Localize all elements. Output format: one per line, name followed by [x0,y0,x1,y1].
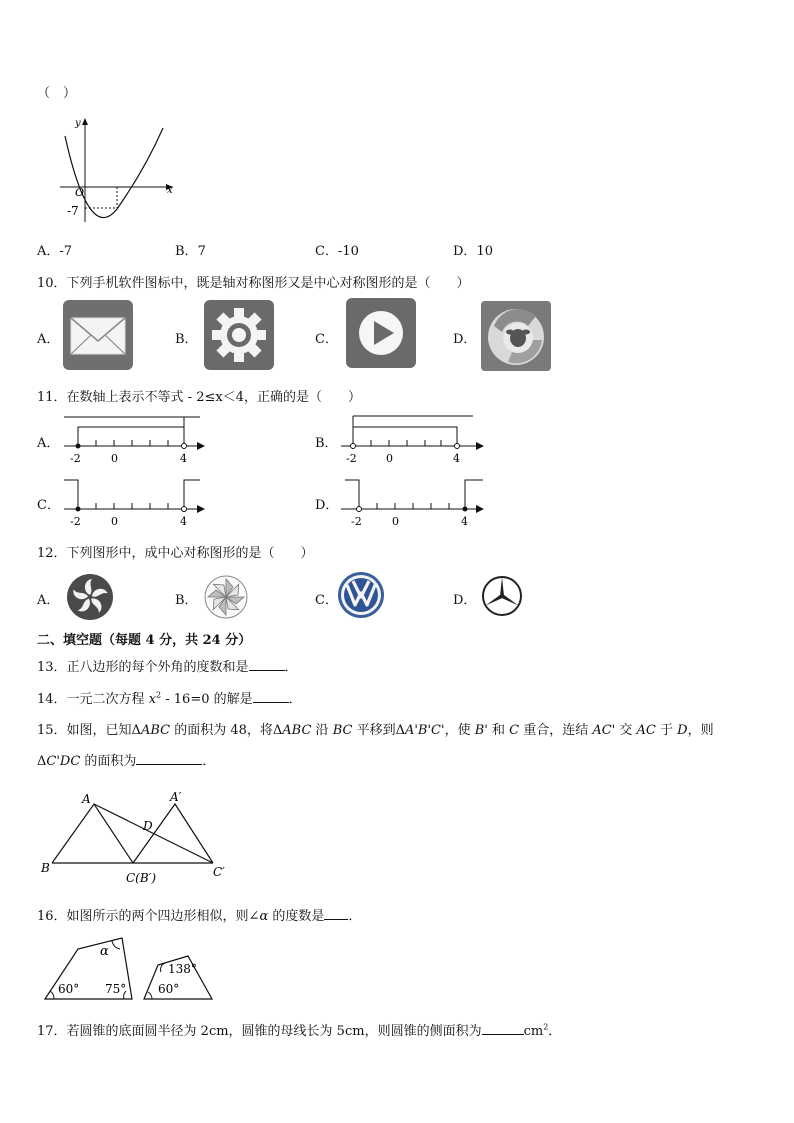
q16-question: 16．如图所示的两个四边形相似，则∠α 的度数是 ． [37,909,362,924]
q11-option-d-label[interactable]: D． [315,498,339,513]
q13-answer-blank[interactable] [249,658,285,671]
q9-graph-min-label: -7 [67,204,79,218]
q11-question: 11．在数轴上表示不等式 - 2≤x＜4，正确的是（ ） [37,390,361,405]
play-icon[interactable] [345,297,417,369]
q16-label-60-right: 60° [158,982,180,996]
tick-label-neg2: -2 [70,452,81,465]
cow-app-icon[interactable] [480,300,552,372]
q12-option-d-label[interactable]: D． [453,593,477,608]
q11-option-a-label[interactable]: A． [37,436,60,451]
tick-label-4: 4 [180,515,187,528]
tick-label-0: 0 [392,515,399,528]
q10-option-a-label[interactable]: A． [37,332,60,347]
q10-option-b-label[interactable]: B． [175,332,198,347]
tick-label-0: 0 [111,515,118,528]
q11-option-b-label[interactable]: B． [315,436,338,451]
q16-label-138: 138° [168,962,197,976]
q17-answer-blank[interactable] [482,1022,524,1035]
q12-option-c-label[interactable]: C． [315,593,338,608]
pinwheel-icon[interactable] [203,574,249,620]
q12-option-a-label[interactable]: A． [37,593,60,608]
q15-question-line1: 15．如图，已知ΔABC 的面积为 48，将ΔABC 沿 BC 平移到ΔA'B'C'，使 B' 和 C 重合，连结 AC' 交 AC 于 D，则 [37,723,714,738]
mail-icon[interactable] [62,299,134,371]
q17-question: 17．若圆锥的底面圆半径为 2cm，圆锥的母线长为 5cm，则圆锥的侧面积为 $cm^2$． [37,1022,562,1039]
q9-graph-y-label: y [75,118,81,129]
q15-label-d: D [143,819,153,833]
q15-question-line2: ΔC'DC 的面积为 ． [37,754,216,769]
q14-answer-blank[interactable] [253,690,289,703]
q16-answer-blank[interactable] [324,907,348,920]
q9-option-a[interactable]: A．-7 [37,244,73,259]
section-fill-in-heading: 二、填空题（每题 4 分，共 24 分） [37,633,252,648]
tick-label-4: 4 [180,452,187,465]
q11-number-line-d[interactable] [337,474,492,532]
q15-label-c-prime: C′ [213,865,225,879]
q9-graph-origin-label: O [75,186,85,199]
q13-question: 13．正八边形的每个外角的度数和是 ． [37,660,298,675]
q11-number-line-b[interactable] [337,410,492,468]
q10-option-c-label[interactable]: C． [315,332,338,347]
q12-option-b-label[interactable]: B． [175,593,198,608]
tick-label-neg2: -2 [351,515,362,528]
q14-question: 14．一元二次方程 $x^2 - 16=0$ 的解是 ． [37,690,302,707]
q16-label-75: 75° [105,982,127,996]
q9-parabola-graph [55,114,180,224]
tick-label-neg2: -2 [346,452,357,465]
tick-label-4: 4 [453,452,460,465]
vw-logo-icon[interactable] [337,571,385,619]
q15-answer-blank[interactable] [136,752,202,765]
gear-icon[interactable] [203,299,275,371]
tick-label-neg2: -2 [70,515,81,528]
q15-label-c-b-prime: C(B′) [126,871,157,885]
q16-similar-quadrilaterals-figure [40,933,220,1003]
q9-option-d[interactable]: D．10 [453,244,493,259]
q15-label-a: A [82,792,91,806]
q16-label-60-left: 60° [58,982,80,996]
q12-question: 12．下列图形中，成中心对称图形的是（ ） [37,546,314,561]
tick-label-0: 0 [111,452,118,465]
q10-option-d-label[interactable]: D． [453,332,477,347]
tick-label-0: 0 [386,452,393,465]
q9-option-c[interactable]: C．-10 [315,244,359,259]
q9-paren: （ ） [37,86,77,101]
q16-label-alpha: α [100,944,109,959]
q15-label-b: B [41,861,50,875]
mercedes-star-icon[interactable] [481,575,523,617]
q10-question: 10．下列手机软件图标中，既是轴对称图形又是中心对称图形的是（ ） [37,276,470,291]
q15-translated-triangles-figure [36,787,236,887]
q11-number-line-c[interactable] [60,474,210,532]
tick-label-4: 4 [461,515,468,528]
q9-graph-x-label: x [167,185,173,196]
q9-option-b[interactable]: B．7 [175,244,206,259]
bauhinia-flower-icon[interactable] [66,573,114,621]
q11-option-c-label[interactable]: C． [37,498,60,513]
q11-number-line-a[interactable] [60,410,210,468]
q15-label-a-prime: A′ [170,790,182,804]
